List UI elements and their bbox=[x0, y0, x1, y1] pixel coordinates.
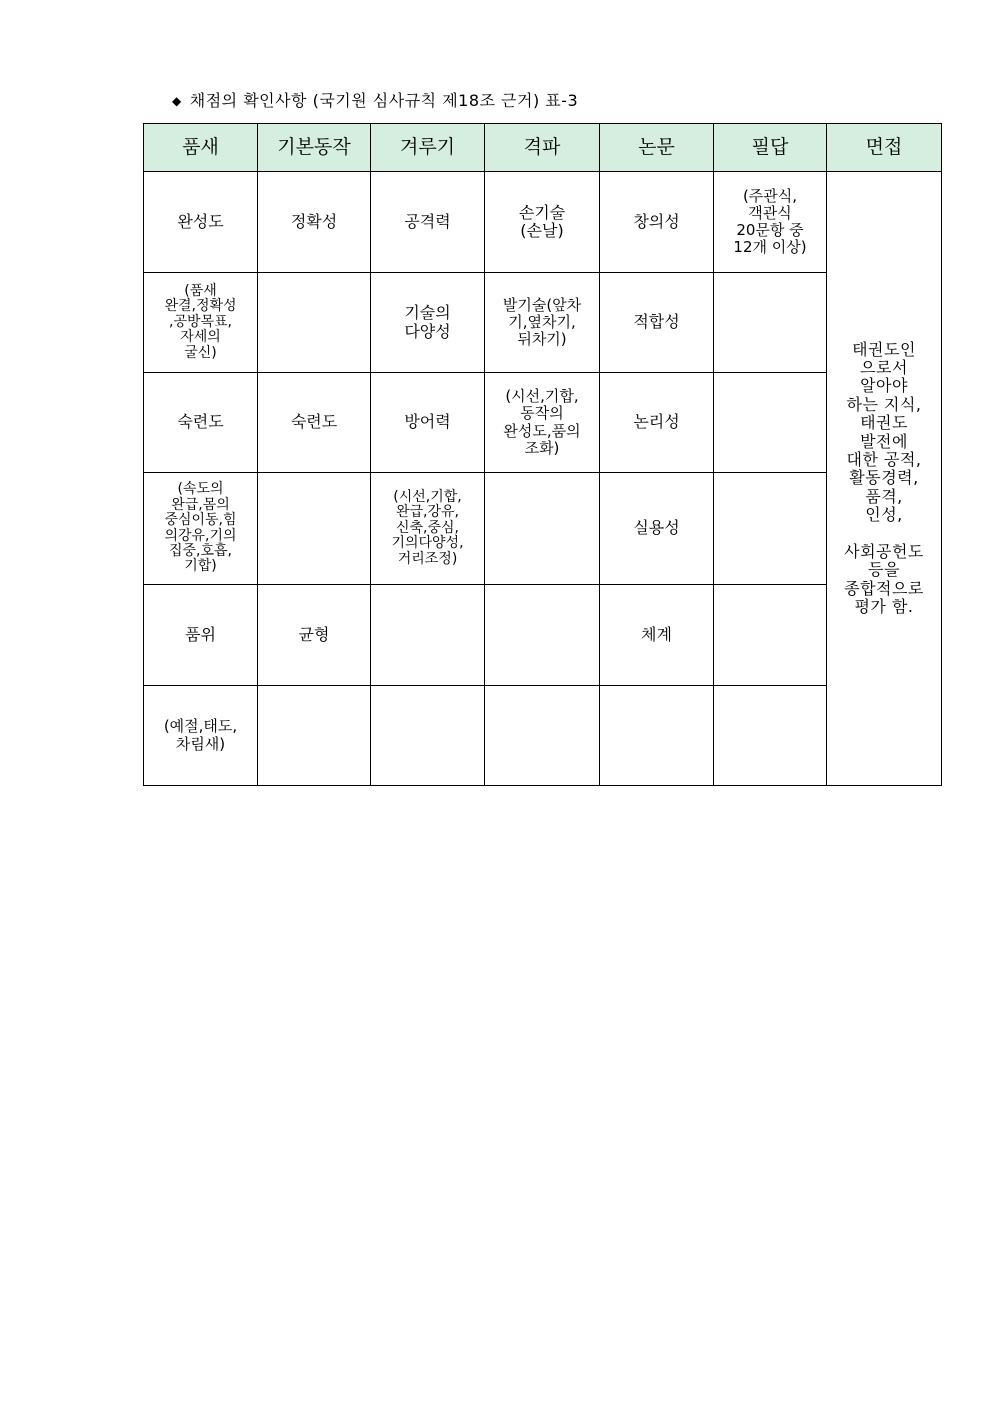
diamond-bullet-icon: ◆ bbox=[172, 94, 182, 108]
table-row bbox=[144, 373, 942, 473]
header-interview: 면접 bbox=[827, 124, 942, 172]
header-poomsae: 품새 bbox=[144, 124, 258, 172]
table-cell: (예절,태도, 차림새) bbox=[144, 686, 258, 786]
table-cell: 발기술(앞차 기,옆차기, 뒤차기) bbox=[485, 273, 600, 373]
table-cell bbox=[600, 686, 714, 786]
table-cell: 숙련도 bbox=[258, 373, 371, 473]
table-cell: 정확성 bbox=[258, 172, 371, 273]
table-cell: 공격력 bbox=[371, 172, 485, 273]
table-cell: 창의성 bbox=[600, 172, 714, 273]
grading-criteria-table bbox=[143, 123, 942, 786]
table-row bbox=[144, 585, 942, 686]
header-sparring: 겨루기 bbox=[371, 124, 485, 172]
table-cell bbox=[371, 585, 485, 686]
table-cell bbox=[371, 686, 485, 786]
table-cell: (시선,기합, 동작의 완성도,품의 조화) bbox=[485, 373, 600, 473]
table-row bbox=[144, 273, 942, 373]
table-caption bbox=[172, 88, 578, 111]
table-cell: 적합성 bbox=[600, 273, 714, 373]
table-cell bbox=[258, 473, 371, 585]
table-cell bbox=[714, 273, 827, 373]
table-cell: 완성도 bbox=[144, 172, 258, 273]
table-cell: 손기술 (손날) bbox=[485, 172, 600, 273]
table-cell bbox=[714, 585, 827, 686]
table-cell bbox=[485, 585, 600, 686]
table-cell bbox=[485, 686, 600, 786]
header-row bbox=[144, 124, 942, 172]
header-thesis: 논문 bbox=[600, 124, 714, 172]
table-cell bbox=[714, 373, 827, 473]
table-cell: (품새 완결,정확성 ,공방목표, 자세의 굴신) bbox=[144, 273, 258, 373]
table-row bbox=[144, 172, 942, 273]
table-cell: (속도의 완급,몸의 중심이동,힘 의강유,기의 집중,호흡, 기합) bbox=[144, 473, 258, 585]
interview-criteria-cell: 태권도인 으로서 알아야 하는 지식, 태권도 발전에 대한 공적, 활동경력, 품격, 인성, 사회공헌도 등을 종합적으로 평가 함. bbox=[827, 172, 942, 786]
table-cell: 기술의 다양성 bbox=[371, 273, 485, 373]
table-row bbox=[144, 686, 942, 786]
table-cell bbox=[485, 473, 600, 585]
table-cell bbox=[258, 686, 371, 786]
table-cell: 숙련도 bbox=[144, 373, 258, 473]
table-cell: 논리성 bbox=[600, 373, 714, 473]
table-cell: 체계 bbox=[600, 585, 714, 686]
table-row bbox=[144, 473, 942, 585]
table-cell: (시선,기합, 완급,강유, 신축,중심, 기의다양성, 거리조정) bbox=[371, 473, 485, 585]
header-written-test: 필답 bbox=[714, 124, 827, 172]
header-breaking: 격파 bbox=[485, 124, 600, 172]
table-cell: 품위 bbox=[144, 585, 258, 686]
table-cell: 균형 bbox=[258, 585, 371, 686]
header-basic-movements: 기본동작 bbox=[258, 124, 371, 172]
table-cell bbox=[258, 273, 371, 373]
table-cell bbox=[714, 686, 827, 786]
table-cell: 실용성 bbox=[600, 473, 714, 585]
table-cell: (주관식, 객관식 20문항 중 12개 이상) bbox=[714, 172, 827, 273]
table-cell: 방어력 bbox=[371, 373, 485, 473]
caption-text: 채점의 확인사항 (국기원 심사규칙 제18조 근거) 표-3 bbox=[189, 91, 579, 110]
table-cell bbox=[714, 473, 827, 585]
